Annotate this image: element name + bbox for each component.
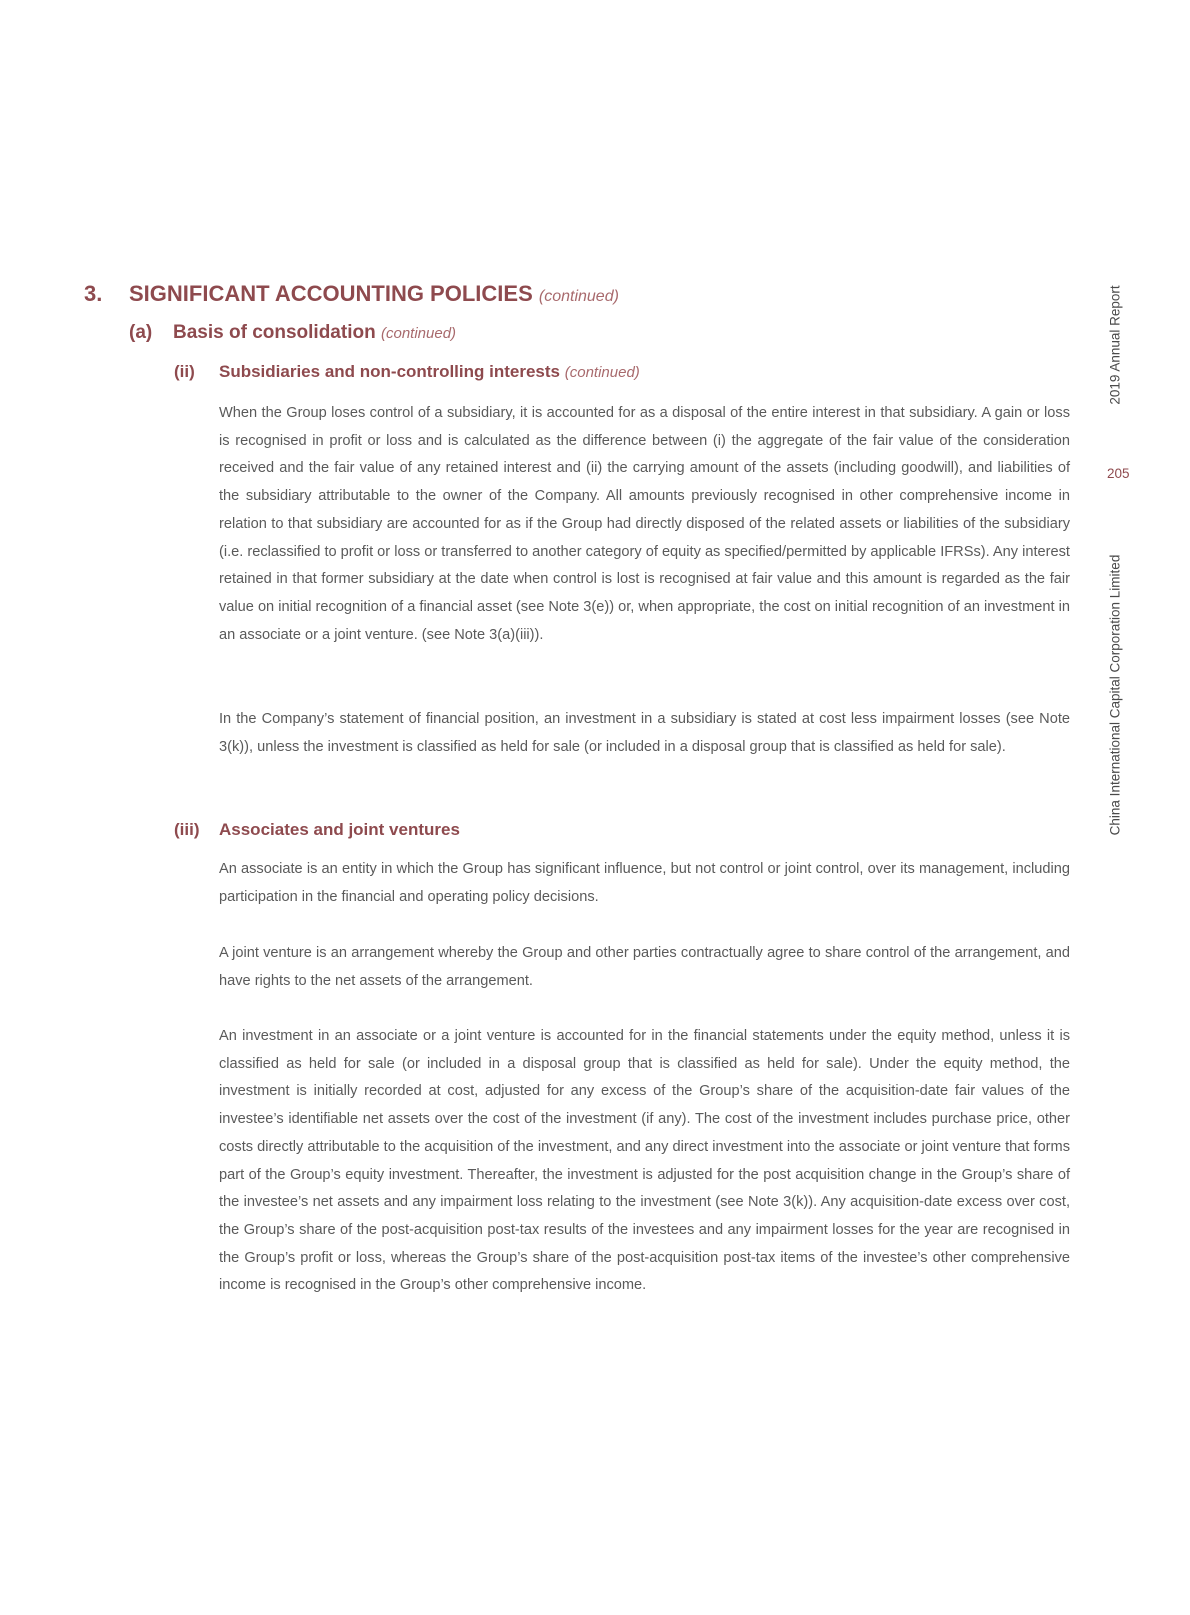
paragraph-joint-venture-definition: A joint venture is an arrangement whereby the Group and other parties contractually agree to share control of the arrangement, and have rights to the net assets of the arrangement. — [219, 945, 1070, 989]
item-ii-title: Subsidiaries and non-controlling interests — [219, 362, 560, 381]
page-number: 205 — [1107, 466, 1130, 481]
paragraph-company-investment: In the Company’s statement of financial position, an investment in a subsidiary is stated at cost less impairment losses (see Note 3(k)), unless the investment is classified as held for sale (or included in a disposal group that is classified as held for sale). — [219, 711, 1070, 755]
subsection-number: (a) — [129, 322, 153, 343]
section-number: 3. — [84, 281, 103, 306]
paragraph-associate-definition: An associate is an entity in which the Group has significant influence, but not control or joint control, over its management, including participation in the financial and operating policy decisions. — [219, 861, 1070, 905]
paragraph-equity-method: An investment in an associate or a joint venture is accounted for in the financial statements under the equity method, unless it is classified as held for sale (or included in a disposal group that is classified as held for sale). Under the equity method, the investment is initially recorded at cost, adjusted for any excess of the Group’s share of the acquisition-date fair values of the investee’s identifiable net assets over the cost of the investment (if any). The cost of the investment includes purchase price, other costs directly attributable to the acquisition of the investment, and any direct investment into the associate or joint venture that forms part of the Group’s equity investment. Thereafter, the investment is adjusted for the post acquisition change in the Group’s share of the investee’s net assets and any impairment loss relating to the investment (see Note 3(k)). Any acquisition-date excess over cost, the Group’s share of the post-acquisition post-tax results of the investees and any impairment losses for the year are recognised in the Group’s profit or loss, whereas the Group’s share of the post-acquisition post-tax items of the investee’s other comprehensive income is recognised in the Group’s other comprehensive income. — [219, 1028, 1070, 1294]
subsection-title: Basis of consolidation — [173, 322, 376, 343]
report-title: 2019 Annual Report — [1107, 285, 1123, 405]
subsection-continued: (continued) — [380, 325, 457, 342]
item-ii-number: (ii) — [174, 362, 195, 381]
paragraph-subsidiary-loss-of-control: When the Group loses control of a subsidiary, it is accounted for as a disposal of the entire interest in that subsidiary. A gain or loss is recognised in profit or loss and is calculated as the difference between (i) the aggregate of the fair value of the consideration received and the fair value of any retained interest and (ii) the carrying amount of the assets (including goodwill), and liabilities of the subsidiary attributable to the owner of the Company. All amounts previously recognised in other comprehensive income in relation to that subsidiary are accounted for as if the Group had directly disposed of the related assets or liabilities of the subsidiary (i.e. reclassified to profit or loss or transferred to another category of equity as specified/permitted by applicable IFRSs). Any interest retained in that former subsidiary at the date when control is lost is recognised at fair value and this amount is regarded as the fair value on initial recognition of a financial asset (see Note 3(e)) or, when appropriate, the cost on initial recognition of an investment in an associate or a joint venture. (see Note 3(a)(iii)). — [219, 405, 1070, 643]
section-continued: (continued) — [538, 288, 619, 305]
company-name: China International Capital Corporation Limited — [1107, 554, 1123, 836]
item-iii-title: Associates and joint ventures — [219, 820, 460, 839]
item-iii-number: (iii) — [174, 820, 200, 839]
item-ii-continued: (continued) — [564, 364, 640, 381]
section-title: SIGNIFICANT ACCOUNTING POLICIES — [129, 281, 533, 306]
